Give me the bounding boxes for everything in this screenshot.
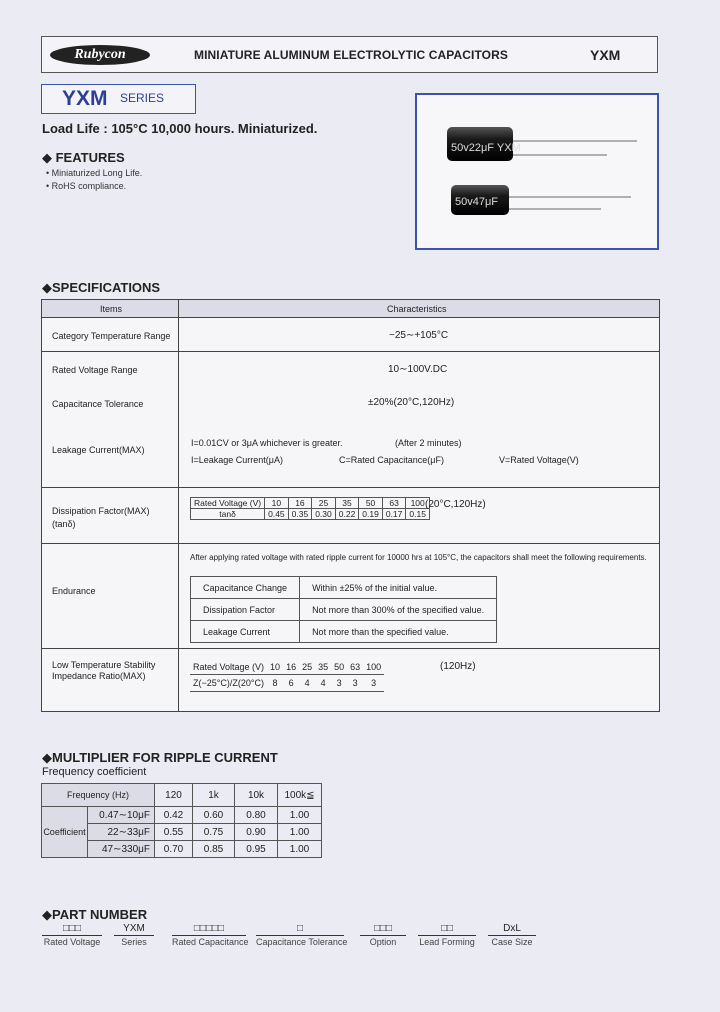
pn-rated-voltage [42, 923, 102, 947]
leakage-label: Leakage Current(MAX) [52, 445, 145, 455]
specifications-title: ◆SPECIFICATIONS [42, 280, 161, 295]
endurance-req: Not more than 300% of the specified value. [300, 599, 497, 621]
endurance-text: After applying rated voltage with rated ripple current for 10000 hrs at 105°C, the capacitors shall meet the following requirements. [190, 553, 647, 562]
endurance-req: Within ±25% of the initial value. [300, 577, 497, 599]
ripple-table [41, 783, 322, 858]
pn-case-size [488, 923, 536, 947]
df-volt: 16 [288, 498, 312, 509]
endurance-item: Dissipation Factor [191, 599, 300, 621]
ripple-value: 0.55 [155, 824, 193, 841]
pn-rated-capacitance [172, 923, 249, 947]
df-value: 0.22 [335, 509, 359, 520]
ripple-range: 0.47∼10μF [88, 807, 155, 824]
features-title: ◆ FEATURES [42, 150, 125, 165]
load-life: Load Life : 105°C 10,000 hours. Miniaturized. [42, 121, 318, 136]
lt-volt: 16 [283, 660, 299, 675]
document-title: MINIATURE ALUMINUM ELECTROLYTIC CAPACITORS [194, 48, 508, 62]
ripple-freq: 120 [155, 784, 193, 807]
pn-label: Series [121, 937, 147, 947]
endurance-label: Endurance [52, 586, 96, 596]
leakage-formula: I=0.01CV or 3μA whichever is greater. [191, 438, 343, 448]
df-value: 0.35 [288, 509, 312, 520]
ripple-freq: 1k [193, 784, 235, 807]
df-volt: 10 [265, 498, 289, 509]
col-characteristics: Characteristics [387, 304, 447, 314]
df-volt: 50 [359, 498, 383, 509]
product-photo [415, 93, 659, 250]
temp-value: −25∼+105°C [389, 330, 449, 341]
endurance-req: Not more than the specified value. [300, 621, 497, 643]
feature-item: • RoHS compliance. [46, 181, 127, 191]
voltage-label: Rated Voltage Range [52, 365, 138, 375]
lt-value: 3 [363, 675, 384, 692]
pn-label: Option [369, 937, 397, 947]
endurance-item: Leakage Current [191, 621, 300, 643]
row-divider [42, 487, 659, 488]
ripple-value: 1.00 [278, 807, 322, 824]
series-code: YXM [590, 47, 621, 63]
ripple-value: 1.00 [278, 841, 322, 858]
lt-value: 4 [315, 675, 331, 692]
pn-code: YXM [114, 923, 154, 936]
df-head: Rated Voltage (V) [191, 498, 265, 509]
df-volt: 25 [312, 498, 336, 509]
pn-label: Case Size [491, 937, 533, 947]
ripple-range: 47∼330μF [88, 841, 155, 858]
lt-head: Rated Voltage (V) [190, 660, 267, 675]
lt-row-label: Z(−25°C)/Z(20°C) [190, 675, 267, 692]
pn-code: DxL [488, 923, 536, 936]
ripple-title: ◆MULTIPLIER FOR RIPPLE CURRENT [42, 750, 278, 765]
lt-value: 4 [299, 675, 315, 692]
ripple-value: 0.42 [155, 807, 193, 824]
df-value: 0.45 [265, 509, 289, 520]
df-value: 0.30 [312, 509, 336, 520]
ripple-value: 1.00 [278, 824, 322, 841]
endurance-table [190, 576, 497, 643]
lt-value: 3 [331, 675, 347, 692]
pn-code: □□ [418, 923, 476, 936]
ripple-value: 0.90 [235, 824, 278, 841]
ripple-value: 0.75 [193, 824, 235, 841]
leakage-v-def: V=Rated Voltage(V) [499, 455, 579, 465]
pn-lead-forming [418, 923, 476, 947]
lowtemp-label-2: Impedance Ratio(MAX) [52, 671, 146, 681]
pn-label: Rated Voltage [43, 937, 101, 947]
lt-volt: 25 [299, 660, 315, 675]
row-divider [42, 543, 659, 544]
capacitor-marking-1: 50v22μF YXM [451, 142, 521, 154]
pn-code: □□□ [360, 923, 406, 936]
leakage-c-def: C=Rated Capacitance(μF) [339, 455, 444, 465]
ripple-subtitle: Frequency coefficient [42, 766, 147, 778]
df-label-tan: (tanδ) [52, 519, 76, 529]
pn-option [360, 923, 406, 947]
leakage-i-def: I=Leakage Current(μA) [191, 455, 283, 465]
lt-volt: 63 [347, 660, 363, 675]
feature-item: • Miniaturized Long Life. [46, 168, 143, 178]
column-divider [178, 300, 179, 711]
lt-value: 8 [267, 675, 283, 692]
brand-logo: Rubycon [50, 45, 150, 65]
capacitor-illustration [417, 95, 657, 248]
pn-label: Rated Capacitance [172, 937, 249, 947]
lt-volt: 50 [331, 660, 347, 675]
tolerance-label: Capacitance Tolerance [52, 399, 144, 409]
ripple-value: 0.80 [235, 807, 278, 824]
df-label: Dissipation Factor(MAX) [52, 506, 150, 516]
ripple-value: 0.85 [193, 841, 235, 858]
df-value: 0.17 [382, 509, 406, 520]
df-table [190, 497, 430, 520]
header-bar [41, 36, 658, 73]
df-volt: 35 [335, 498, 359, 509]
row-divider [42, 351, 659, 352]
pn-label: Lead Forming [419, 937, 475, 947]
pn-capacitance-tolerance [256, 923, 348, 947]
ripple-range: 22∼33μF [88, 824, 155, 841]
lowtemp-table [190, 660, 384, 692]
lt-value: 3 [347, 675, 363, 692]
ripple-value: 0.95 [235, 841, 278, 858]
ripple-value: 0.70 [155, 841, 193, 858]
lt-value: 6 [283, 675, 299, 692]
ripple-value: 0.60 [193, 807, 235, 824]
ripple-freq: 100k≦ [278, 784, 322, 807]
lt-volt: 35 [315, 660, 331, 675]
df-row-label: tanδ [191, 509, 265, 520]
ripple-freq: 10k [235, 784, 278, 807]
pn-code: □ [256, 923, 344, 936]
ripple-coef-label: Coefficient [42, 807, 88, 858]
lowtemp-label: Low Temperature Stability [52, 660, 156, 670]
voltage-value: 10∼100V.DC [388, 364, 448, 375]
pn-code: □□□□□ [172, 923, 246, 936]
capacitor-marking-2: 50v47μF [455, 196, 499, 208]
df-volt: 100 [406, 498, 430, 509]
temp-label: Category Temperature Range [52, 331, 171, 341]
lt-volt: 10 [267, 660, 283, 675]
part-number-title: ◆PART NUMBER [42, 907, 148, 922]
pn-code: □□□ [42, 923, 102, 936]
pn-series [114, 923, 154, 947]
df-volt: 63 [382, 498, 406, 509]
series-label: SERIES [120, 91, 165, 105]
tolerance-value: ±20%(20°C,120Hz) [368, 397, 455, 408]
col-items: Items [100, 304, 123, 314]
row-divider [42, 648, 659, 649]
ripple-freq-head: Frequency (Hz) [42, 784, 155, 807]
lowtemp-condition: (120Hz) [440, 661, 476, 672]
lt-volt: 100 [363, 660, 384, 675]
specifications-table [41, 299, 660, 712]
series-box [41, 84, 196, 114]
spec-header-row [42, 300, 659, 318]
pn-label: Capacitance Tolerance [256, 937, 348, 947]
endurance-item: Capacitance Change [191, 577, 300, 599]
df-condition: (20°C,120Hz) [425, 499, 486, 510]
df-value: 0.15 [406, 509, 430, 520]
leakage-time: (After 2 minutes) [395, 438, 462, 448]
df-value: 0.19 [359, 509, 383, 520]
series-name: YXM [62, 87, 108, 110]
